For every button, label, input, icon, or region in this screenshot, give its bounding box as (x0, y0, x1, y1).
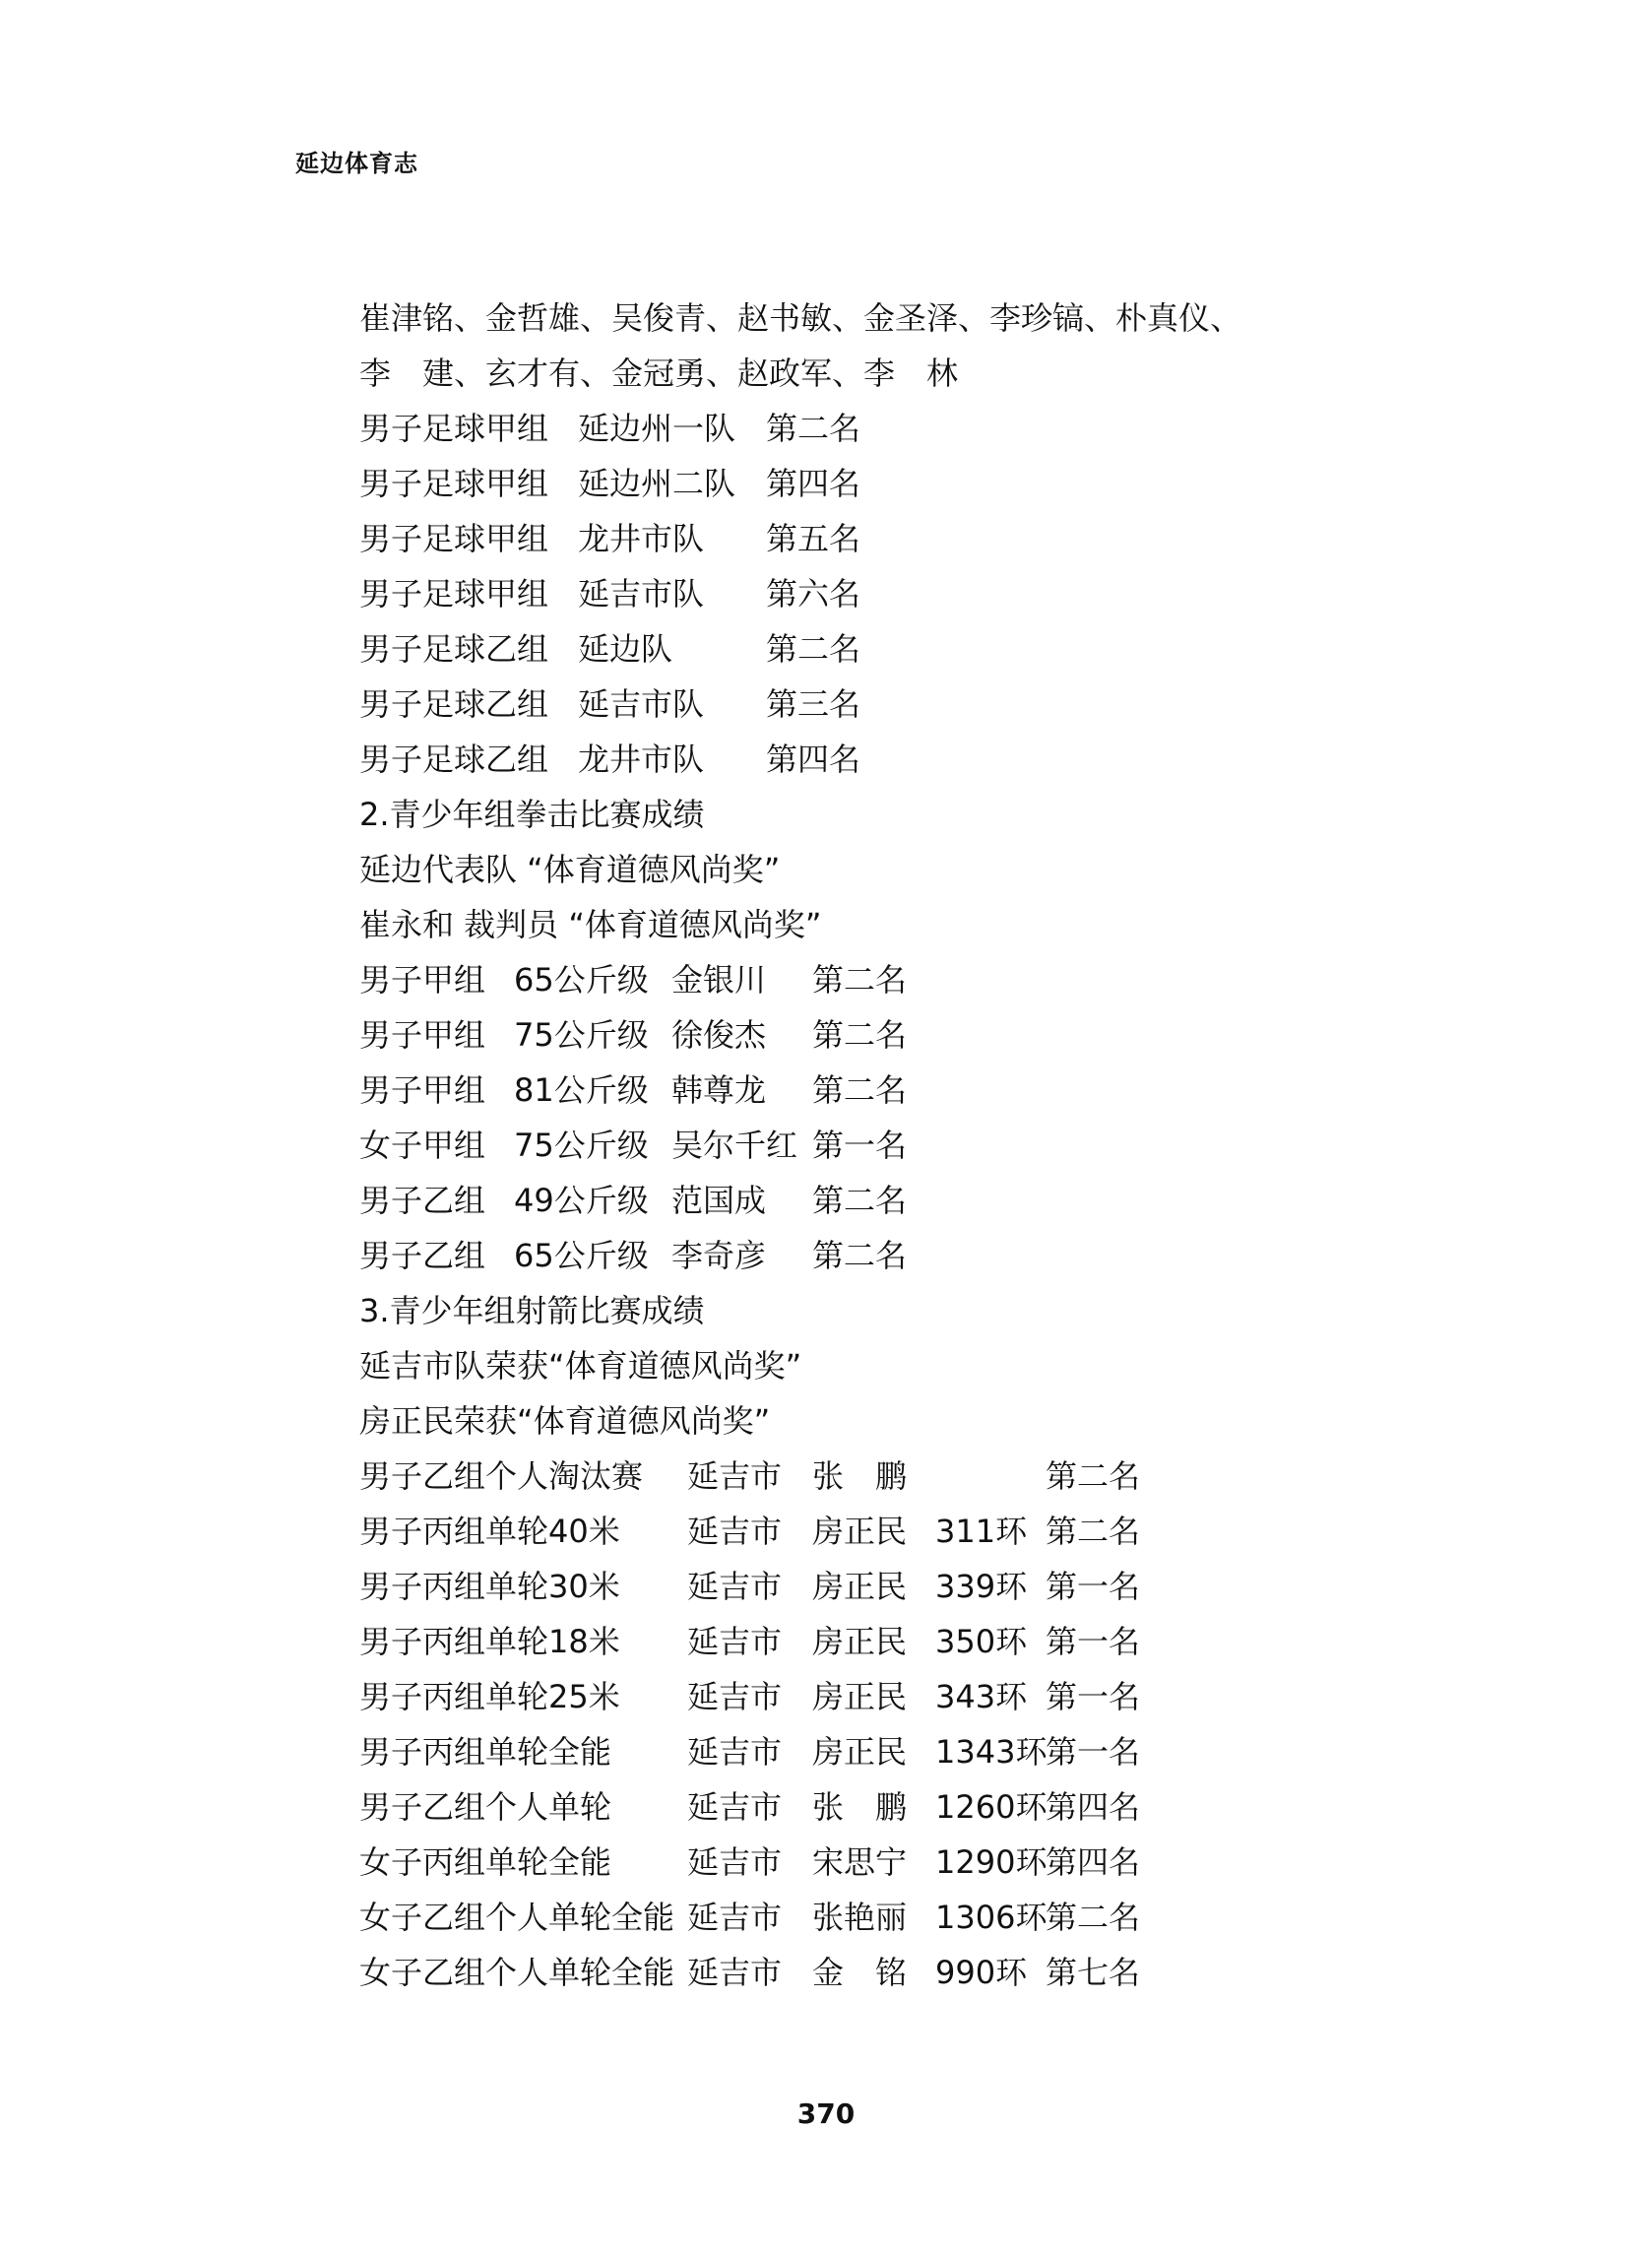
archery-event: 女子丙组单轮全能 (359, 1843, 612, 1881)
football-team: 龙井市队 (578, 520, 705, 557)
boxing-group: 男子乙组 (359, 1182, 486, 1219)
archery-row (359, 1559, 1344, 1614)
archery-event: 男子丙组单轮18米 (359, 1623, 620, 1660)
boxing-row (359, 952, 1344, 1007)
archery-team: 延吉市 (687, 1678, 783, 1715)
football-team: 延吉市队 (578, 685, 705, 723)
archery-athlete: 张艳丽 (812, 1899, 908, 1936)
archery-team: 延吉市 (687, 1623, 783, 1660)
archery-event: 男子丙组单轮30米 (359, 1568, 620, 1605)
archery-team: 延吉市 (687, 1899, 783, 1936)
page-number: 370 (796, 2097, 856, 2130)
archery-row (359, 1890, 1344, 1945)
award-line: 延吉市队荣获“体育道德风尚奖” (359, 1347, 802, 1385)
archery-row (359, 1669, 1344, 1724)
boxing-row (359, 1173, 1344, 1228)
boxing-rank: 第二名 (812, 1182, 908, 1219)
football-row (359, 621, 1344, 677)
archery-athlete: 房正民 (812, 1733, 908, 1771)
archery-team: 延吉市 (687, 1843, 783, 1881)
archery-rank: 第二名 (1046, 1457, 1141, 1495)
football-row (359, 677, 1344, 732)
football-row (359, 456, 1344, 511)
boxing-group: 男子乙组 (359, 1237, 486, 1274)
archery-team: 延吉市 (687, 1568, 783, 1605)
archery-score: 343环 (935, 1678, 1028, 1715)
football-team: 延边队 (578, 630, 673, 668)
football-group: 男子足球乙组 (359, 741, 549, 778)
archery-rank: 第一名 (1046, 1678, 1141, 1715)
section-heading-boxing: 2.青少年组拳击比赛成绩 (359, 796, 705, 833)
names-line: 崔津铭、金哲雄、吴俊青、赵书敏、金圣泽、李珍镐、朴真仪、 (359, 299, 1242, 337)
archery-rank: 第二名 (1046, 1899, 1141, 1936)
boxing-weight: 49公斤级 (514, 1182, 649, 1219)
archery-team: 延吉市 (687, 1513, 783, 1550)
boxing-weight: 75公斤级 (514, 1016, 649, 1054)
football-group: 男子足球甲组 (359, 410, 549, 447)
football-row (359, 566, 1344, 621)
archery-athlete: 宋思宁 (812, 1843, 908, 1881)
football-group: 男子足球甲组 (359, 575, 549, 613)
football-group: 男子足球乙组 (359, 685, 549, 723)
boxing-rank: 第二名 (812, 1071, 908, 1109)
section-heading-archery: 3.青少年组射箭比赛成绩 (359, 1292, 705, 1329)
football-team: 延边州一队 (578, 410, 736, 447)
football-rank: 第三名 (766, 685, 861, 723)
archery-row (359, 1835, 1344, 1890)
archery-rank: 第一名 (1046, 1623, 1141, 1660)
boxing-group: 男子甲组 (359, 1071, 486, 1109)
archery-athlete: 房正民 (812, 1623, 908, 1660)
football-rank: 第二名 (766, 630, 861, 668)
names-line: 李 建、玄才有、金冠勇、赵政军、李 林 (359, 355, 959, 392)
boxing-weight: 81公斤级 (514, 1071, 649, 1109)
football-team: 龙井市队 (578, 741, 705, 778)
archery-rank: 第四名 (1046, 1843, 1141, 1881)
archery-event: 男子乙组个人单轮 (359, 1788, 612, 1826)
boxing-row (359, 1007, 1344, 1063)
football-rank: 第四名 (766, 741, 861, 778)
content-body (359, 290, 1344, 2000)
archery-athlete: 张 鹏 (812, 1788, 908, 1826)
boxing-group: 女子甲组 (359, 1127, 486, 1164)
boxing-athlete: 徐俊杰 (671, 1016, 767, 1054)
archery-event: 男子丙组单轮25米 (359, 1678, 620, 1715)
archery-score: 1343环 (935, 1733, 1048, 1771)
archery-team: 延吉市 (687, 1954, 783, 1991)
archery-athlete: 房正民 (812, 1678, 908, 1715)
football-row (359, 511, 1344, 566)
football-rank: 第五名 (766, 520, 861, 557)
football-row (359, 401, 1344, 456)
football-rank: 第六名 (766, 575, 861, 613)
archery-athlete: 张 鹏 (812, 1457, 908, 1495)
award-line: 延边代表队 “体育道德风尚奖” (359, 851, 781, 888)
boxing-athlete: 金银川 (671, 961, 767, 999)
award-line: 崔永和 裁判员 “体育道德风尚奖” (359, 906, 822, 943)
boxing-athlete: 吴尔千红 (671, 1127, 798, 1164)
archery-team: 延吉市 (687, 1788, 783, 1826)
boxing-row (359, 1063, 1344, 1118)
archery-event: 男子丙组单轮全能 (359, 1733, 612, 1771)
football-group: 男子足球乙组 (359, 630, 549, 668)
boxing-group: 男子甲组 (359, 961, 486, 999)
archery-event: 女子乙组个人单轮全能 (359, 1899, 675, 1936)
boxing-athlete: 李奇彦 (671, 1237, 767, 1274)
archery-event: 男子丙组单轮40米 (359, 1513, 620, 1550)
football-team: 延吉市队 (578, 575, 705, 613)
boxing-rank: 第二名 (812, 1016, 908, 1054)
boxing-weight: 65公斤级 (514, 1237, 649, 1274)
boxing-rank: 第二名 (812, 961, 908, 999)
archery-event: 男子乙组个人淘汰赛 (359, 1457, 644, 1495)
football-group: 男子足球甲组 (359, 520, 549, 557)
archery-row (359, 1504, 1344, 1559)
boxing-group: 男子甲组 (359, 1016, 486, 1054)
football-row (359, 732, 1344, 787)
boxing-weight: 75公斤级 (514, 1127, 649, 1164)
archery-athlete: 房正民 (812, 1513, 908, 1550)
archery-rank: 第七名 (1046, 1954, 1141, 1991)
archery-team: 延吉市 (687, 1457, 783, 1495)
award-line: 房正民荣获“体育道德风尚奖” (359, 1402, 771, 1440)
archery-score: 1260环 (935, 1788, 1048, 1826)
archery-row (359, 1614, 1344, 1669)
boxing-row (359, 1228, 1344, 1283)
football-group: 男子足球甲组 (359, 465, 549, 502)
archery-rank: 第一名 (1046, 1568, 1141, 1605)
archery-rank: 第二名 (1046, 1513, 1141, 1550)
archery-athlete: 房正民 (812, 1568, 908, 1605)
archery-score: 990环 (935, 1954, 1028, 1991)
archery-row (359, 1449, 1344, 1504)
football-rank: 第二名 (766, 410, 861, 447)
archery-row (359, 1945, 1344, 2000)
archery-score: 1306环 (935, 1899, 1048, 1936)
archery-athlete: 金 铭 (812, 1954, 908, 1991)
archery-score: 339环 (935, 1568, 1028, 1605)
archery-event: 女子乙组个人单轮全能 (359, 1954, 675, 1991)
archery-row (359, 1779, 1344, 1835)
running-head: 延边体育志 (295, 150, 418, 177)
archery-rank: 第一名 (1046, 1733, 1141, 1771)
boxing-weight: 65公斤级 (514, 961, 649, 999)
boxing-row (359, 1118, 1344, 1173)
archery-score: 350环 (935, 1623, 1028, 1660)
archery-row (359, 1724, 1344, 1779)
archery-score: 311环 (935, 1513, 1028, 1550)
football-team: 延边州二队 (578, 465, 736, 502)
archery-rank: 第四名 (1046, 1788, 1141, 1826)
archery-team: 延吉市 (687, 1733, 783, 1771)
boxing-athlete: 韩尊龙 (671, 1071, 767, 1109)
boxing-rank: 第二名 (812, 1237, 908, 1274)
boxing-athlete: 范国成 (671, 1182, 767, 1219)
archery-score: 1290环 (935, 1843, 1048, 1881)
boxing-rank: 第一名 (812, 1127, 908, 1164)
football-rank: 第四名 (766, 465, 861, 502)
